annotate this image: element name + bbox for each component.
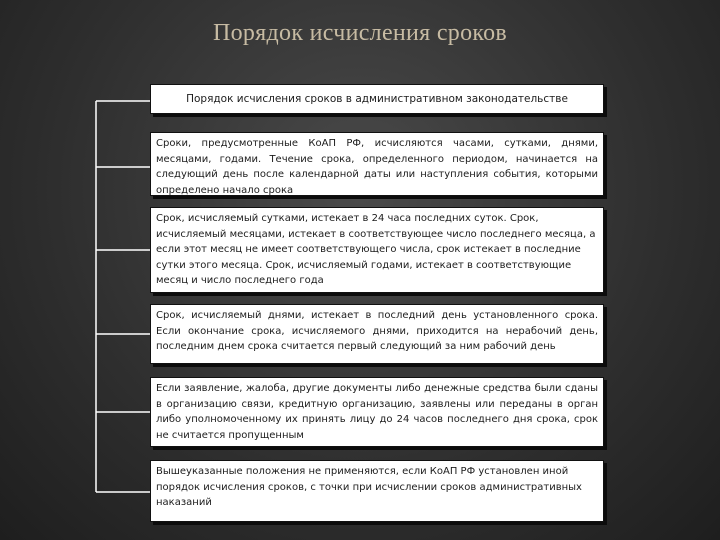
box-4 [150,377,604,447]
box-1 [150,132,604,196]
box-5-text: Вышеуказанные положения не применяются, если КоАП РФ установлен иной порядок исчисления сроков, с точки при исчислении сроков административных наказаний [156,466,582,508]
box-2-text: Срок, исчисляемый сутками, истекает в 24 часа последних суток. Срок, исчисляемый месяцами, истекает в соответствующее число последнего месяца, а если этот месяц не имеет соответствующего числа, срок истекает в последние сутки этого месяца. Срок, исчисляемый годами, истекает в соответствующие месяц и число последнего года [156,213,596,286]
box-3 [150,304,604,364]
box-3-text: Срок, исчисляемый днями, истекает в последний день установленного срока. Если окончание срока, исчисляемого днями, приходится на нерабочий день, последним днем срока считается первый следующий за ним рабочий день [156,310,598,352]
box-4-text: Если заявление, жалоба, другие документы либо денежные средства были сданы в организацию связи, кредитную организацию, заявлены или переданы в орган либо уполномоченному их принять лицу до 24 часов последнего дня срока, срок не считается пропущенным [156,383,598,441]
box-1-text: Сроки, предусмотренные КоАП РФ, исчисляются часами, сутками, днями, месяцами, годами. Течение срока, определенного периодом, начинается на следующий день после календарной даты или наступления события, которыми определено начало срока [156,138,598,196]
slide-title: Порядок исчисления сроков [212,20,508,46]
header-box-text: Порядок исчисления сроков в административном законодательстве [186,93,568,105]
header-box [150,84,604,114]
box-5 [150,460,604,522]
box-2 [150,207,604,293]
